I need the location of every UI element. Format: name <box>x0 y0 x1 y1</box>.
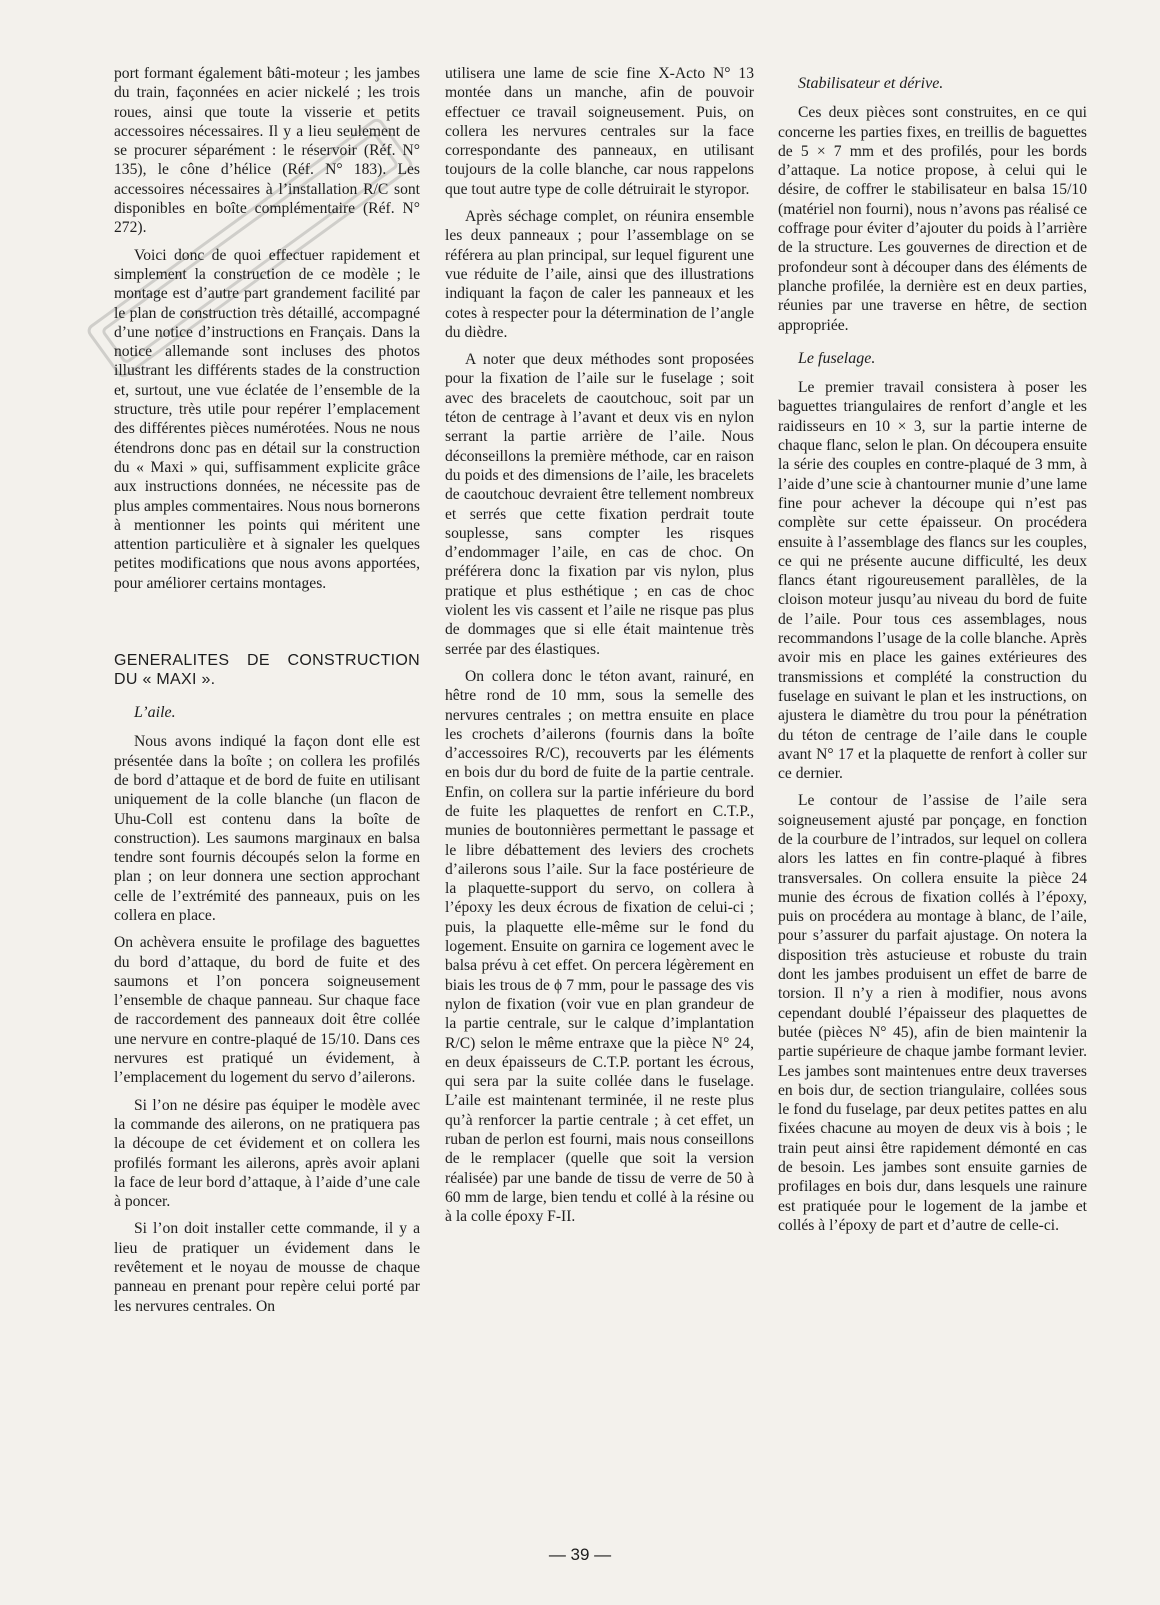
paragraph: Nous avons indiqué la façon dont elle est présentée dans la boîte ; on collera les profilés de bord d’attaque et de bord de fuite en utilisant uniquement de la colle blanche (un flacon de Uhu-Coll est contenu dans la boîte de construction). Les saumons marginaux en balsa tendre sont fournis découpés selon la forme en plan ; on leur donnera une section approchant celle de l’extrémité des panneaux, puis on les collera en place. <box>114 733 420 924</box>
subheading: L’aile. <box>134 704 176 722</box>
paragraph: Après séchage complet, on réunira ensemble les deux panneaux ; pour l’assemblage on se référera au plan principal, sur lequel figurent une vue réduite de l’aile, ainsi que des illustrations indiquant la façon de caler les panneaux et les cotes à respecter pour la détermination de l’angle du dièdre. <box>445 208 754 341</box>
section-title: GENERALITES DE CONSTRUCTION DU « MAXI ». <box>114 652 420 689</box>
subheading: Le fuselage. <box>798 349 876 367</box>
paragraph: port formant également bâti-moteur ; les jambes du train, façonnées en acier nickelé ; les trois roues, ainsi que toute la visserie et petits accessoires nécessaires. Il y a lieu seulement de se procurer séparément : le réservoir (Réf. N° 135), le cône d’hélice (Réf. N° 183). Les accessoires nécessaires à l’installation R/C sont disponibles en boîte complémentaire (Réf. N° 272). <box>114 65 420 237</box>
paragraph: A noter que deux méthodes sont proposées pour la fixation de l’aile sur le fuselage ; soit avec des bracelets de caoutchouc, soit par un téton de centrage à l’avant et deux vis en nylon serrant la partie arrière de l’aile. Nous déconseillons la première méthode, car en raison du poids et des dimensions de l’aile, les bracelets de caoutchouc devraient être tellement nombreux et serrés que cette fixation perdrait toute souplesse, sans compter les risques d’endommager l’aile, en cas de choc. On préférera donc la fixation par vis nylon, plus pratique et plus esthétique ; en cas de choc violent les vis cassent et l’aile ne risque pas plus de dommages que si elle était maintenue très serrée par des élastiques. <box>445 351 754 658</box>
column-2 <box>445 64 754 1235</box>
paragraph: Voici donc de quoi effectuer rapidement et simplement la construction de ce modèle ; le montage est d’autre part grandement facilité par le plan de construction très détaillé, accompagné d’une notice d’instructions en Français. Dans la notice allemande sont incluses des photos illustrant les différents stades de la construction et, surtout, une vue éclatée de l’ensemble de la structure, très utile pour repérer l’emplacement des différentes pièces numérotées. Nous ne nous étendrons donc pas en détail sur la construction du « Maxi » qui, suffisamment explicite grâce aux instructions données, ne nécessite pas de plus amples commentaires. Nous nous bornerons à mentionner les points qui méritent une attention particulière et à signaler les quelques petites modifications que nous avons apportées, pour améliorer certains montages. <box>114 246 420 592</box>
paragraph: On achèvera ensuite le profilage des baguettes du bord d’attaque, du bord de fuite et des saumons et l’on poncera soigneusement l’ensemble de chaque panneau. Sur chaque face de raccordement des panneaux doit être collée une nervure en contre-plaqué de 15/10. Dans ces nervures est pratiqué un évidement, à l’emplacement du logement du servo d’ailerons. <box>114 934 420 1087</box>
paragraph: Si l’on doit installer cette commande, il y a lieu de pratiquer un évidement dans le revêtement et le noyau de mousse de chaque panneau en prenant pour repère celui porté par les nervures centrales. On <box>114 1220 420 1315</box>
paragraph: Ces deux pièces sont construites, en ce qui concerne les parties fixes, en treillis de baguettes de 5 × 7 mm et des profilés, pour les bords d’attaque. La notice propose, à celui qui le désire, de coffrer le stabilisateur en balsa 15/10 (matériel non fourni), nous n’avons pas réalisé ce coffrage pour éviter d’ajouter du poids à l’arrière de la structure. Les gouvernes de direction et de profondeur sont à découper dans des éléments de planche profilée, la dernière est en deux parties, réunies par une traverse en hêtre, de section appropriée. <box>778 104 1087 334</box>
paragraph: Le contour de l’assise de l’aile sera soigneusement ajusté par ponçage, en fonction de la courbure de l’intrados, sur lequel on collera alors les lattes en fin contre-plaqué à fibres transversales. On collera ensuite la pièce 24 munie des écrous de fixation collés à l’époxy, puis on procédera au montage à blanc, de l’aile, pour s’assurer du parfait ajustage. On notera la disposition très astucieuse et robuste du train dont les jambes produisent un effet de barre de torsion. Il n’y a rien à modifier, nous avons cependant doublé l’épaisseur des plaquettes de butée (pièces N° 45), afin de bien maintenir la partie supérieure de chaque jambe formant levier. Les jambes sont maintenues entre deux traverses en bois dur, de section triangulaire, collées sous le fond du fuselage, par deux petites pattes en alu fixées chacune au moyen de deux vis à bois ; le train peut ainsi être rapidement démonté en cas de besoin. Les jambes sont ensuite garnies de profilages en bois dur, dans lesquels une rainure est pratiquée pour le logement de la jambe et collés à l’époxy de part et d’autre de celle-ci. <box>778 792 1087 1234</box>
subheading: Stabilisateur et dérive. <box>798 75 944 92</box>
paragraph: Le premier travail consistera à poser les baguettes triangulaires de renfort d’angle et les raidisseurs en 10 × 3, sur la partie interne de chaque flanc, selon le plan. On découpera ensuite la série des couples en contre-plaqué de 3 mm, à l’aide d’une scie à chantourner munie d’une lame fine pour achever la découpe qui n’est pas complète sur cette épaisseur. On procédera ensuite à l’assemblage des flancs sur les couples, ce qui ne présente aucune difficulté, les deux flancs étant rigoureusement parallèles, de la cloison moteur jusqu’au niveau du bord de fuite de l’aile. Pour tous ces assemblages, nous recommandons l’usage de la colle blanche. Après avoir mis en place les gaines extérieures des transmissions et complété la construction du fuselage en suivant le plan et les instructions, on ajustera le diamètre du trou pour la pénétration du téton de centrage de l’aile dans le couple avant N° 17 et la plaquette de renfort à coller sur ce dernier. <box>778 379 1087 783</box>
column-1 <box>114 64 420 1324</box>
paragraph: On collera donc le téton avant, rainuré, en hêtre rond de 10 mm, sous la semelle des nervures centrales ; on mettra ensuite en place les crochets d’ailerons (fournis dans la boîte d’accessoires R/C), recouverts par les éléments en bois dur du bord de fuite de la partie centrale. Enfin, on collera sur la partie inférieure du bord de fuite les plaquettes de renfort en C.T.P., munies de boutonnières permettant le passage et le libre débattement des leviers des crochets d’ailerons sous l’aile. Sur la face postérieure de la plaquette-support du servo, on collera à l’époxy les deux écrous de fixation de celui-ci ; puis, la plaquette elle-même sur le fond du logement. Ensuite on garnira ce logement avec le balsa prévu à cet effet. On percera légèrement en biais les trous de ϕ 7 mm, pour le passage des vis nylon de fixation (voir vue en plan grandeur de la partie centrale, sur le calque d’implantation R/C) selon le même entraxe que la pièce N° 24, en deux épaisseurs de C.T.P. portant les écrous, qui sera par la suite collée dans le fuselage. L’aile est maintenant terminée, il ne reste plus qu’à renforcer la partie centrale ; à cet effet, un ruban de perlon est fourni, mais nous conseillons de le remplacer (quelle que soit la version réalisée) par une bande de tissu de verre de 50 à 60 mm de large, bien tendu et collé à la résine ou à la colle époxy F-II. <box>445 667 754 1226</box>
paragraph: Si l’on ne désire pas équiper le modèle avec la commande des ailerons, on ne pratiquera pas la découpe de cet évidement et on collera les profilés formant les ailerons, après avoir aplani la face de leur bord d’attaque, à l’aide d’une cale à poncer. <box>114 1096 420 1211</box>
column-3 <box>778 64 1087 1243</box>
page-number: — 39 — <box>548 1545 612 1564</box>
paragraph: utilisera une lame de scie fine X-Acto N° 13 montée dans un manche, afin de pouvoir effectuer ce travail soigneusement. Puis, on collera les nervures centrales sur la face correspondante des panneaux, en utilisant toujours de la colle blanche, car nous rappelons que tout autre type de colle détruirait le styropor. <box>445 65 754 198</box>
